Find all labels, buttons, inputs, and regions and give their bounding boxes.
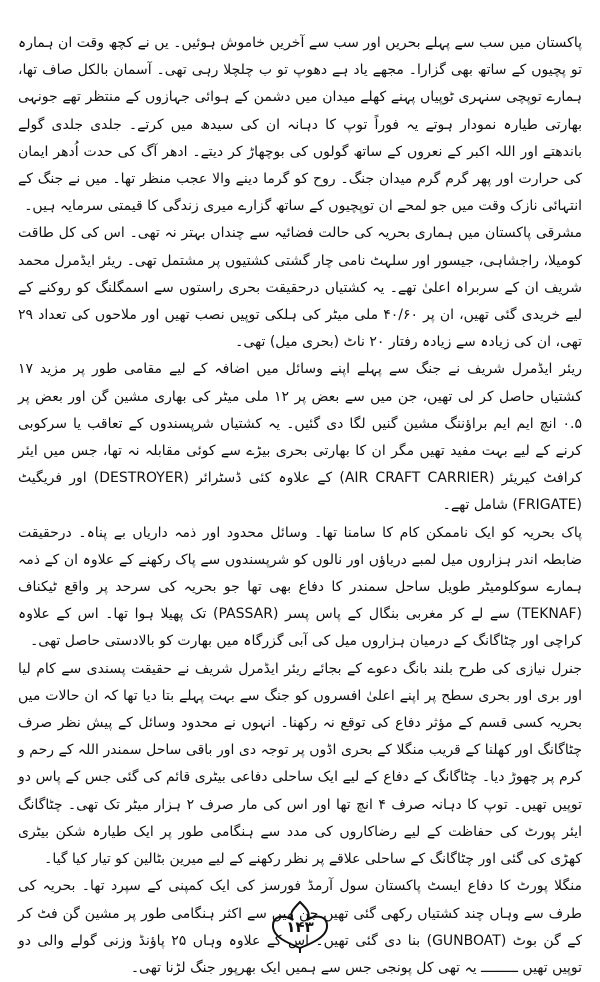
paragraph-2: مشرقی پاکستان میں ہماری بحریہ کی حالت فضائیہ سے چنداں بہتر نہ تھی۔ اس کی کل طاقت کومیلا، راجشاہی، جیسور اور سلہٹ نامی چار گشتی کشتیوں پر مشتمل تھی۔ ریئر ایڈمرل محمد شریف ان کے سربراہ اعلیٰ تھے۔ یہ کشتیاں درحقیقت بحری راستوں سے اسمگلنگ کو روکنے کے لیے خریدی گئی تھیں، ان پر ۴۰/۶۰ ملی میٹر کی ہلکی توپیں نصب تھیں اور ملاحوں کی تعداد ۲۹ تھی، ان کی زیادہ سے زیادہ رفتار ۲۰ ناٹ (بحری میل) تھی۔	[18, 225, 582, 351]
page-number: ۱۴۳	[286, 918, 314, 936]
paragraph-3: ریئر ایڈمرل شریف نے جنگ سے پہلے اپنے وسائل میں اضافہ کے لیے مقامی طور پر مزید ۱۷ کشتیاں حاصل کر لی تھیں، جن میں سے بعض پر ۱۲ ملی میٹر کی بھاری مشین گن اور بعض پر ۰.۵ انچ ایم ایم براؤننگ مشین گنیں لگا دی گئیں۔ یہ کشتیاں شرپسندوں کے تعاقب یا سرکوبی کرنے کے لیے بہت مفید تھیں مگر ان کا بھارتی بحری بیڑے سے کوئی مقابلہ نہ تھا، جس میں ایئر کرافٹ کیریئر (AIR CRAFT CARRIER) کے علاوہ کئی ڈسٹرائر (DESTROYER) اور فریگیٹ (FRIGATE) شامل تھے۔	[18, 361, 583, 514]
paragraph-5: جنرل نیازی کی طرح بلند بانگ دعوے کے بجائے ریئر ایڈمرل شریف نے حقیقت پسندی سے کام لیا اور بری اور بحری سطح پر اپنے اعلیٰ افسروں کو جنگ سے بہت پہلے بتا دیا تھا کہ ان حالات میں بحریہ کسی قسم کے مؤثر دفاع کی توقع نہ رکھنا۔ انہوں نے محدود وسائل کے پیش نظر صرف چٹاگانگ اور کھلنا کے قریب منگلا کے بحری اڈوں پر توجہ دی اور باقی ساحل سمندر اللہ کے رحم و کرم پر چھوڑ دیا۔ چٹاگانگ کے دفاع کے لیے ایک ساحلی دفاعی بیٹری قائم کی گئی جس کے پاس دو توپیں تھیں۔ توپ کا دہانہ صرف ۴ انچ تھا اور اس کی مار صرف ۲ ہزار میٹر تک تھی۔ چٹاگانگ ایئر پورٹ کی حفاظت کے لیے رضاکاروں کی مدد سے ہنگامی طور پر ایک طیارہ شکن بیٹری کھڑی کی گئی اور چٹاگانگ کے ساحلی علاقے پر نظر رکھنے کے لیے میرین بٹالین کو تیار کیا گیا۔	[18, 660, 582, 868]
paragraph-1: پاکستان میں سب سے پہلے بحریں اور سب سے آخریں خاموش ہوئیں۔ یں نے کچھ وقت ان ہمارہ تو پچیوں کے ساتھ بھی گزارا۔ مجھے یاد ہے دھوپ تو ب چلچلا رہی تھی۔ آسمان بالکل صاف تھا، ہمارے توپچی سنہری ٹوپیاں پہنے کھلے میدان میں دشمن کے ہوائی جہازوں کے منتظر تھے جونہی بھارتی طیارہ نمودار ہوتے یہ فوراً توپ کا دہانہ ان کی سیدھ میں کرتے۔ جلدی جلدی گولے باندھتے اور اللہ اکبر کے نعروں کے ساتھ گولوں کی بوچھاڑ کر دیتے۔ ادھر آگ کی حدت اُدھر ایمان کی حرارت اور پھر گرم گرم میدان جنگ۔ روح کو گرما دینے والا عجب منظر تھا۔ میں نے جنگ کے انتہائی نازک وقت میں جو لمحے ان توپچیوں کے ساتھ گزارے میری زندگی کا قیمتی سرمایہ ہیں۔	[18, 35, 582, 215]
page-number-ornament	[265, 898, 335, 954]
paragraph-6: منگلا پورٹ کا دفاع ایسٹ پاکستان سول آرمڈ فورسز کی ایک کمپنی کے سپرد تھا۔ بحریہ کی طرف سے وہاں چند کشتیاں رکھی گئی تھیں جن میں سے اکثر ہنگامی طور پر مشین گن فٹ کر کے گن بوٹ (GUNBOAT) بنا دی گئی تھیں۔ اس کے علاوہ وہاں ۲۵ پاؤنڈ وزنی گولے والی دو توپیں تھیں ـــــــــ یہ تھی کل پونجی جس سے ہمیں ایک بھرپور جنگ لڑنا تھی۔	[18, 878, 583, 976]
paragraph-4: پاک بحریہ کو ایک ناممکن کام کا سامنا تھا۔ وسائل محدود اور ذمہ داریاں بے پناہ۔ درحقیقت ضابطہ اندر ہزاروں میل لمبے دریاؤں اور نالوں کو شرپسندوں سے پاک رکھنے کے علاوہ ان کے ذمہ ہمارے سوکلومیٹر طویل ساحل سمندر کا دفاع بھی تھا جو بحریہ کی سرحد پر واقع ٹیکناف (TEKNAF) سے لے کر مغربی بنگال کے پاس پسر (PASSAR) تک پھیلا ہوا تھا۔ اس کے علاوہ کراچی اور چٹاگانگ کے درمیان ہزاروں میل کی آبی گزرگاہ میں بھارت کو بالادستی حاصل تھی۔	[18, 524, 582, 650]
